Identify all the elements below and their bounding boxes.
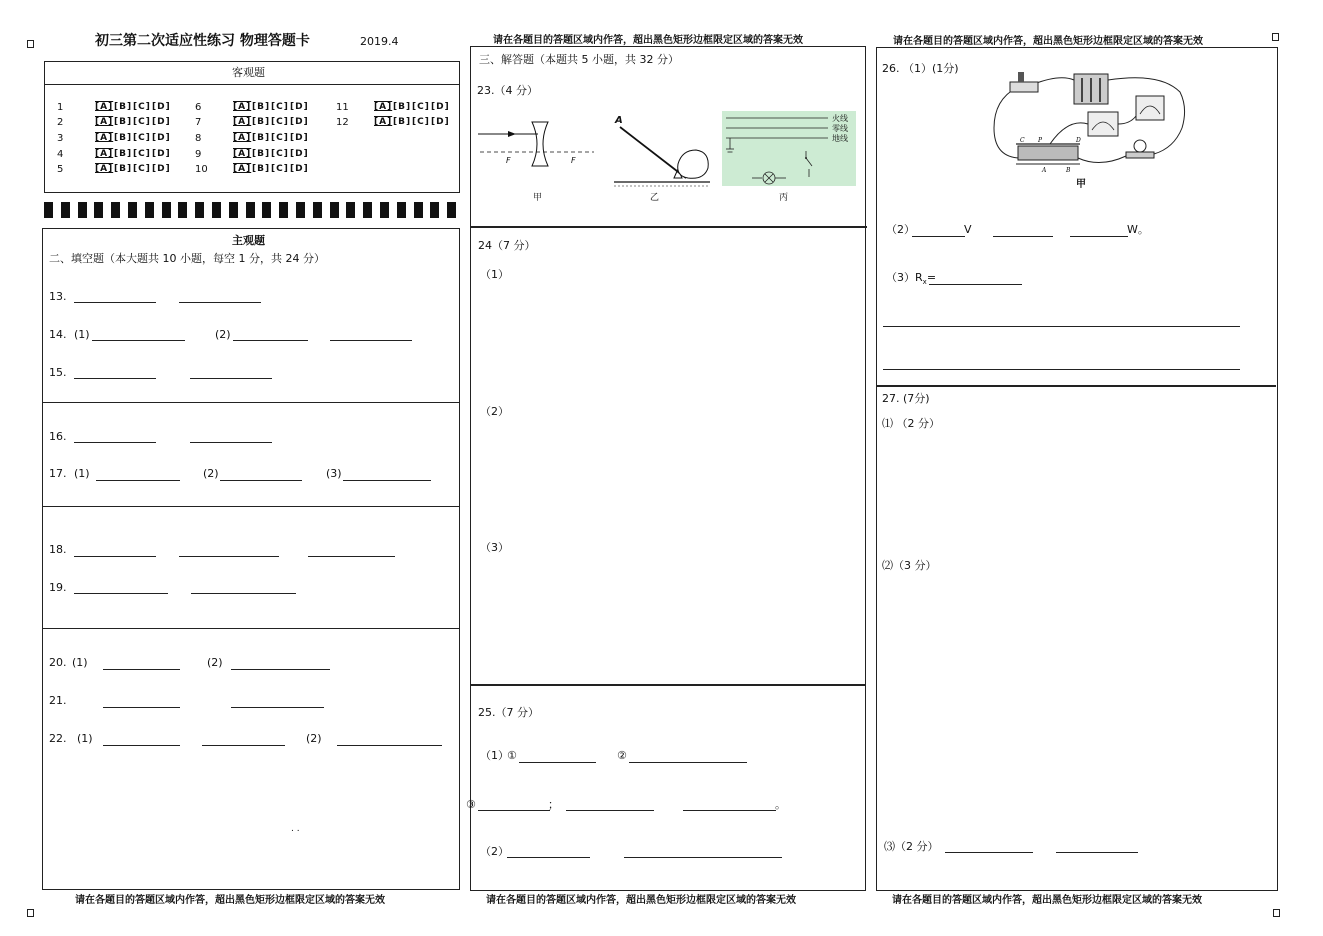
objective-question-number: 12 — [336, 117, 349, 128]
q22-blank-2[interactable] — [202, 745, 285, 746]
q22-part2-label: (2) — [306, 732, 322, 745]
circuit-figure-jia-label: 甲 — [1076, 179, 1086, 190]
q26-blank-voltage[interactable] — [912, 236, 965, 237]
q16-label: 16. — [49, 430, 67, 443]
timing-mark — [363, 202, 372, 218]
q22-blank-1[interactable] — [103, 745, 180, 746]
subjective-divider-2 — [42, 506, 460, 507]
objective-option-bubble[interactable]: [A] — [233, 133, 252, 143]
q18-blank-2[interactable] — [179, 556, 279, 557]
q14-blank-3[interactable] — [330, 340, 412, 341]
figure-bing-label: 丙 — [779, 193, 789, 203]
objective-option-bubble[interactable]: [C] — [133, 102, 151, 112]
figure-yi-label: 乙 — [650, 193, 660, 203]
objective-option-bubble[interactable]: [C] — [133, 164, 151, 174]
timing-mark — [414, 202, 423, 218]
timing-mark — [246, 202, 255, 218]
lever-diagram — [612, 112, 712, 188]
corner-marker-bottom-left — [27, 909, 34, 917]
q25-period: 。 — [775, 798, 786, 811]
q17-part1-label: (1) — [74, 467, 90, 480]
objective-option-bubble[interactable]: [B] — [114, 164, 133, 174]
q24-part1-label: （1） — [480, 268, 509, 281]
svg-text:D: D — [1076, 137, 1081, 144]
objective-option-bubble[interactable]: [C] — [271, 102, 289, 112]
objective-option-bubble[interactable]: [C] — [133, 133, 151, 143]
timing-mark — [397, 202, 406, 218]
q15-blank-1[interactable] — [74, 378, 156, 379]
q20-blank-2[interactable] — [231, 669, 330, 670]
objective-option-bubble[interactable]: [C] — [412, 102, 430, 112]
q27-label: 27. (7分) — [882, 392, 930, 405]
q14-blank-1[interactable] — [92, 340, 185, 341]
q25-blank-4[interactable] — [566, 810, 654, 811]
objective-option-bubble[interactable]: [D] — [152, 149, 171, 159]
warning-bottom-middle: 请在各题目的答题区域内作答，超出黑色矩形边框限定区域的答案无效 — [486, 895, 796, 906]
q21-blank-2[interactable] — [231, 707, 324, 708]
objective-question-number: 8 — [195, 133, 202, 144]
objective-title-divider — [44, 84, 460, 85]
objective-option-bubble[interactable]: [C] — [133, 149, 151, 159]
objective-question-number: 6 — [195, 102, 202, 113]
objective-option-bubble[interactable]: [D] — [290, 164, 309, 174]
objective-question-number: 4 — [57, 149, 64, 160]
objective-option-bubble[interactable]: [C] — [271, 164, 289, 174]
page-title: 初三第二次适应性练习 物理答题卡 — [95, 33, 310, 49]
objective-option-bubble[interactable]: [D] — [152, 117, 171, 127]
timing-mark — [44, 202, 53, 218]
q26-part3-label — [886, 271, 936, 289]
objective-option-bubble[interactable]: [B] — [252, 117, 271, 127]
corner-marker-top-left — [27, 40, 34, 48]
lever-point-a: A — [615, 115, 623, 126]
objective-option-bubble[interactable]: [B] — [252, 102, 271, 112]
objective-option-bubble[interactable]: [B] — [114, 117, 133, 127]
timing-mark — [279, 202, 288, 218]
q25-circle-3: ③ — [466, 798, 476, 811]
objective-option-bubble[interactable]: [A] — [233, 149, 252, 159]
q14-blank-2[interactable] — [233, 340, 308, 341]
objective-option-bubble[interactable]: [A] — [95, 133, 114, 143]
q20-label: 20. — [49, 656, 67, 669]
middle-divider-1 — [470, 226, 867, 228]
warning-bottom-right: 请在各题目的答题区域内作答，超出黑色矩形边框限定区域的答案无效 — [892, 895, 1202, 906]
objective-option-bubble[interactable]: [D] — [290, 149, 309, 159]
objective-question-number: 2 — [57, 117, 64, 128]
timing-mark — [262, 202, 271, 218]
section-3-heading: 三、解答题（本题共 5 小题，共 32 分） — [479, 53, 679, 66]
timing-mark — [111, 202, 120, 218]
timing-mark — [212, 202, 221, 218]
objective-option-bubble[interactable]: [C] — [271, 149, 289, 159]
objective-option-bubble[interactable]: [A] — [95, 117, 114, 127]
timing-mark — [61, 202, 70, 218]
q25-part1-label: （1） — [480, 749, 509, 762]
q25-circle-1: ① — [507, 749, 517, 762]
q15-blank-2[interactable] — [190, 378, 272, 379]
q14-label: 14. — [49, 328, 67, 341]
objective-option-bubble[interactable]: [C] — [271, 117, 289, 127]
objective-option-bubble[interactable]: [D] — [152, 102, 171, 112]
lens-focus-right: F — [571, 156, 576, 165]
q26-label: 26. （1）(1分) — [882, 62, 959, 75]
q25-label: 25.（7 分） — [478, 706, 539, 719]
timing-mark — [162, 202, 171, 218]
lens-diagram — [476, 118, 596, 168]
objective-question-number: 9 — [195, 149, 202, 160]
q20-part2-label: (2) — [207, 656, 223, 669]
q20-part1-label: (1) — [72, 656, 88, 669]
timing-mark — [94, 202, 103, 218]
objective-option-bubble[interactable]: [A] — [374, 102, 393, 112]
svg-text:A: A — [1042, 167, 1047, 174]
q21-label: 21. — [49, 694, 67, 707]
objective-option-bubble[interactable]: [C] — [271, 133, 289, 143]
wire-fire-label: 火线 — [832, 114, 848, 123]
q26-answer-line-1[interactable] — [883, 326, 1240, 327]
exam-date: 2019.4 — [360, 35, 399, 48]
q26-blank-rx[interactable] — [929, 284, 1022, 285]
q15-label: 15. — [49, 366, 67, 379]
q21-blank-1[interactable] — [103, 707, 180, 708]
q18-label: 18. — [49, 543, 67, 556]
q24-label: 24（7 分） — [478, 239, 536, 252]
warning-top-middle: 请在各题目的答题区域内作答，超出黑色矩形边框限定区域的答案无效 — [493, 35, 803, 46]
subjective-divider-3 — [42, 628, 460, 629]
objective-question-number: 3 — [57, 133, 64, 144]
timing-mark — [313, 202, 322, 218]
q26-unit-volt: V — [964, 223, 972, 236]
objective-option-bubble[interactable]: [A] — [95, 149, 114, 159]
objective-option-bubble[interactable]: [D] — [152, 133, 171, 143]
objective-option-bubble[interactable]: [D] — [290, 117, 309, 127]
q25-semicolon: ； — [548, 798, 559, 811]
svg-text:B: B — [1066, 167, 1071, 174]
objective-title: 客观题 — [232, 66, 265, 79]
objective-option-bubble[interactable]: [B] — [252, 133, 271, 143]
q24-part3-label: （3） — [480, 541, 509, 554]
q17-blank-2[interactable] — [220, 480, 302, 481]
objective-option-bubble[interactable]: [B] — [114, 102, 133, 112]
section-2-heading: 二、填空题（本大题共 10 小题，每空 1 分，共 24 分） — [49, 252, 325, 265]
q13-blank-2[interactable] — [179, 302, 261, 303]
q26-answer-line-2[interactable] — [883, 369, 1240, 370]
q18-blank-3[interactable] — [308, 556, 395, 557]
q16-blank-1[interactable] — [74, 442, 156, 443]
q27-blank-1[interactable] — [945, 852, 1033, 853]
q13-label: 13. — [49, 290, 67, 303]
svg-text:P: P — [1038, 137, 1043, 144]
objective-option-bubble[interactable]: [D] — [290, 102, 309, 112]
objective-question-number: 10 — [195, 164, 208, 175]
q17-label: 17. — [49, 467, 67, 480]
timing-mark — [195, 202, 204, 218]
q16-blank-2[interactable] — [190, 442, 272, 443]
q24-part2-label: （2） — [480, 405, 509, 418]
objective-option-bubble[interactable]: [B] — [114, 149, 133, 159]
subjective-title: 主观题 — [232, 234, 265, 247]
q26-part3-subscript: x — [922, 278, 927, 287]
objective-option-bubble[interactable]: [B] — [393, 102, 412, 112]
corner-marker-top-right — [1272, 33, 1279, 41]
corner-marker-bottom-right — [1273, 909, 1280, 917]
middle-divider-2 — [470, 684, 865, 686]
q27-part1-label: ⑴ （2 分） — [882, 417, 940, 430]
q25-blank-5[interactable] — [683, 810, 776, 811]
q22-part1-label: (1) — [77, 732, 93, 745]
timing-mark — [346, 202, 355, 218]
q26-blank-power[interactable] — [1070, 236, 1128, 237]
timing-mark — [178, 202, 187, 218]
objective-option-bubble[interactable]: [D] — [431, 117, 450, 127]
q26-blank-2[interactable] — [993, 236, 1053, 237]
wire-neutral-label: 零线 — [832, 124, 848, 133]
q27-blank-2[interactable] — [1056, 852, 1138, 853]
objective-option-bubble[interactable]: [A] — [233, 164, 252, 174]
q27-part3-label: ⑶（2 分） — [884, 840, 939, 853]
svg-text:C: C — [1020, 137, 1025, 144]
q13-blank-1[interactable] — [74, 302, 156, 303]
wire-ground-label: 地线 — [832, 134, 848, 143]
q26-unit-watt: W。 — [1127, 223, 1149, 236]
timing-mark — [430, 202, 439, 218]
q25-circle-2: ② — [617, 749, 627, 762]
q25-blank-2[interactable] — [629, 762, 747, 763]
q25-blank-1[interactable] — [519, 762, 596, 763]
objective-option-bubble[interactable]: [C] — [133, 117, 151, 127]
q19-blank-1[interactable] — [74, 593, 168, 594]
warning-top-right: 请在各题目的答题区域内作答，超出黑色矩形边框限定区域的答案无效 — [893, 36, 1203, 47]
q17-part2-label: (2) — [203, 467, 219, 480]
figure-jia-label: 甲 — [533, 193, 543, 203]
q20-blank-1[interactable] — [103, 669, 180, 670]
timing-mark — [78, 202, 87, 218]
q14-part2-label: (2) — [215, 328, 231, 341]
q26-part3-text: （3）R — [886, 271, 923, 284]
timing-mark — [380, 202, 389, 218]
objective-option-bubble[interactable]: [A] — [233, 102, 252, 112]
q25-blank-6[interactable] — [507, 857, 590, 858]
lens-focus-left: F — [506, 156, 511, 165]
q19-label: 19. — [49, 581, 67, 594]
objective-option-bubble[interactable]: [B] — [252, 149, 271, 159]
timing-mark — [229, 202, 238, 218]
circuit-diagram — [990, 68, 1190, 188]
objective-option-bubble[interactable]: [D] — [290, 133, 309, 143]
objective-option-bubble[interactable]: [A] — [374, 117, 393, 127]
q18-blank-1[interactable] — [74, 556, 156, 557]
right-divider-1 — [876, 385, 1276, 387]
objective-option-bubble[interactable]: [A] — [95, 164, 114, 174]
objective-question-number: 1 — [57, 102, 64, 113]
stray-dots: . . — [291, 824, 300, 834]
q26-part2-label: （2） — [886, 223, 915, 236]
objective-option-bubble[interactable]: [B] — [114, 133, 133, 143]
timing-mark — [330, 202, 339, 218]
q23-label: 23.（4 分） — [477, 84, 538, 97]
objective-option-bubble[interactable]: [B] — [393, 117, 412, 127]
objective-option-bubble[interactable]: [A] — [233, 117, 252, 127]
subjective-box — [42, 228, 460, 890]
timing-mark — [128, 202, 137, 218]
q19-blank-2[interactable] — [191, 593, 296, 594]
q27-part2-label: ⑵（3 分） — [882, 559, 937, 572]
objective-option-bubble[interactable]: [B] — [252, 164, 271, 174]
q22-blank-3[interactable] — [337, 745, 442, 746]
objective-option-bubble[interactable]: [A] — [95, 102, 114, 112]
q25-part2-label: （2） — [480, 845, 509, 858]
objective-question-number: 11 — [336, 102, 349, 113]
objective-option-bubble[interactable]: [D] — [431, 102, 450, 112]
q17-blank-3[interactable] — [343, 480, 431, 481]
warning-bottom-left: 请在各题目的答题区域内作答，超出黑色矩形边框限定区域的答案无效 — [75, 895, 385, 906]
q17-part3-label: (3) — [326, 467, 342, 480]
q14-part1-label: (1) — [74, 328, 90, 341]
objective-question-number: 7 — [195, 117, 202, 128]
q25-blank-3[interactable] — [478, 810, 550, 811]
q17-blank-1[interactable] — [96, 480, 180, 481]
objective-option-bubble[interactable]: [D] — [152, 164, 171, 174]
objective-question-number: 5 — [57, 164, 64, 175]
timing-mark — [145, 202, 154, 218]
q22-label: 22. — [49, 732, 67, 745]
q25-blank-7[interactable] — [624, 857, 782, 858]
subjective-divider-1 — [42, 402, 460, 403]
q26-part3-equals: = — [926, 271, 937, 284]
timing-mark — [447, 202, 456, 218]
objective-option-bubble[interactable]: [C] — [412, 117, 430, 127]
timing-mark — [296, 202, 305, 218]
